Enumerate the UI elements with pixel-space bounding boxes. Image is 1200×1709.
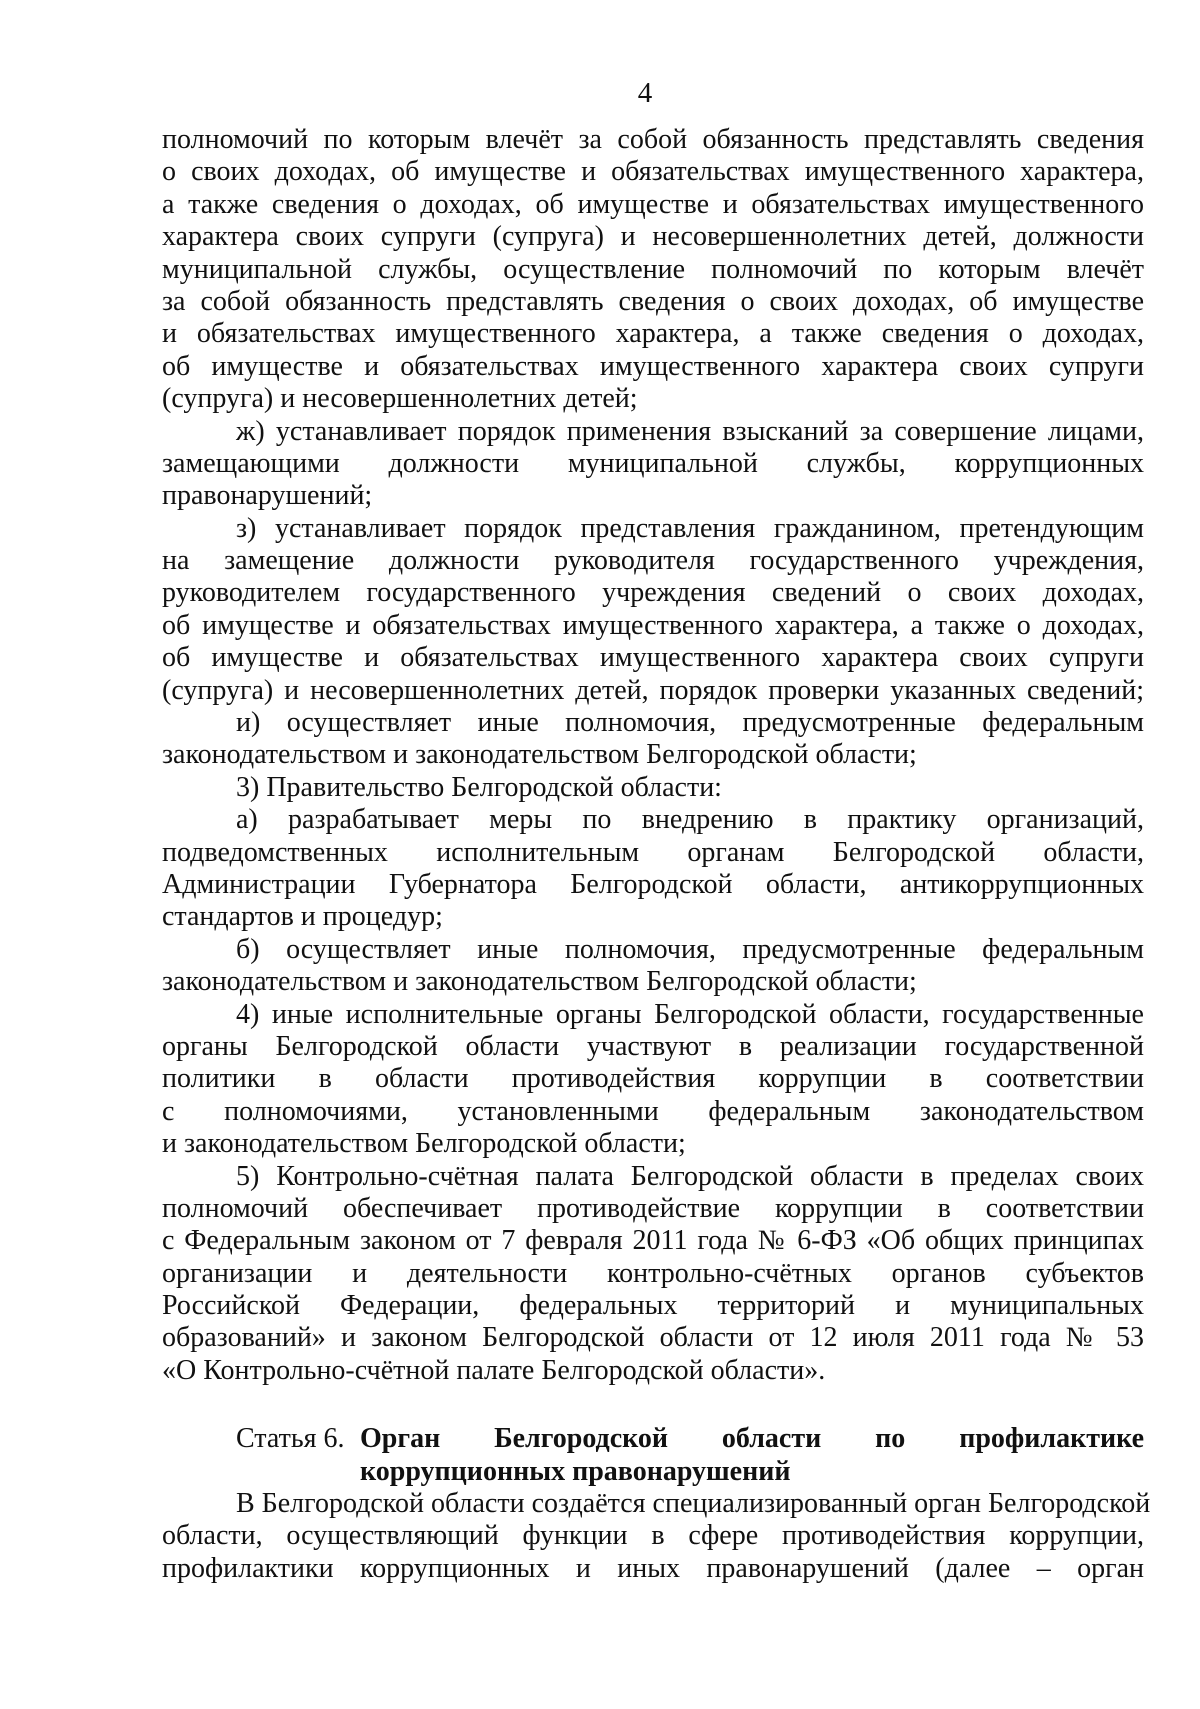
text-line: стандартов и процедур;: [162, 901, 443, 933]
text-line: полномочий по которым влечёт за собой обязанность представлять сведения: [162, 124, 1144, 155]
article-title-line: Орган Белгородской области по профилактике: [360, 1423, 1144, 1455]
text-line: замещающими должности муниципальной службы, коррупционных: [162, 447, 1144, 479]
text-line: муниципальной службы, осуществление полномочий по которым влечёт: [162, 253, 1144, 285]
text-line: 3) Правительство Белгородской области:: [236, 771, 722, 803]
text-line: за собой обязанность представлять сведения о своих доходах, об имуществе: [162, 285, 1144, 317]
text-line: органы Белгородской области участвуют в реализации государственной: [162, 1030, 1144, 1062]
article-number: Статья 6.: [236, 1423, 345, 1455]
article-title-line: коррупционных правонарушений: [360, 1455, 791, 1487]
text-line: 5) Контрольно-счётная палата Белгородской области в пределах своих: [236, 1160, 1144, 1192]
text-line: об имуществе и обязательствах имущественного характера, а также о доходах,: [162, 609, 1144, 641]
text-line: об имуществе и обязательствах имущественного характера своих супруги: [162, 350, 1144, 382]
page-number: 4: [637, 77, 653, 109]
text-line: с Федеральным законом от 7 февраля 2011 года № 6-ФЗ «Об общих принципах: [162, 1225, 1144, 1257]
text-line: об имуществе и обязательствах имущественного характера своих супруги: [162, 642, 1144, 674]
text-line: 4) иные исполнительные органы Белгородской области, государственные: [236, 998, 1144, 1030]
text-line: Администрации Губернатора Белгородской области, антикоррупционных: [162, 868, 1144, 900]
text-line: а) разрабатывает меры по внедрению в практику организаций,: [236, 804, 1144, 836]
text-line: образований» и законом Белгородской области от 12 июля 2011 года № 53: [162, 1322, 1144, 1354]
text-line: политики в области противодействия коррупции в соответствии: [162, 1063, 1144, 1095]
document-body: [162, 124, 1151, 1585]
text-line: законодательством и законодательством Белгородской области;: [162, 966, 917, 998]
text-line: подведомственных исполнительным органам Белгородской области,: [162, 836, 1144, 868]
text-line: области, осуществляющий функции в сфере противодействия коррупции,: [162, 1520, 1144, 1552]
text-line: правонарушений;: [162, 480, 373, 512]
text-line: а также сведения о доходах, об имуществе и обязательствах имущественного: [162, 188, 1144, 220]
text-line: В Белгородской области создаётся специализированный орган Белгородской: [236, 1488, 1151, 1520]
section-gap: [162, 1387, 1144, 1423]
text-line: полномочий обеспечивает противодействие коррупции в соответствии: [162, 1192, 1144, 1224]
text-line: «О Контрольно-счётной палате Белгородской области».: [162, 1354, 826, 1386]
text-line: и) осуществляет иные полномочия, предусмотренные федеральным: [236, 707, 1144, 739]
text-line: организации и деятельности контрольно-счётных органов субъектов: [162, 1257, 1144, 1289]
text-line: и обязательствах имущественного характера, а также сведения о доходах,: [162, 318, 1144, 350]
text-line: (супруга) и несовершеннолетних детей, порядок проверки указанных сведений;: [162, 674, 1144, 706]
article-heading: [162, 1423, 1144, 1488]
article-title: [360, 1423, 1144, 1488]
text-line: з) устанавливает порядок представления гражданином, претендующим: [236, 512, 1144, 544]
text-line: Российской Федерации, федеральных территорий и муниципальных: [162, 1290, 1144, 1322]
text-line: и законодательством Белгородской области;: [162, 1128, 686, 1160]
text-line: (супруга) и несовершеннолетних детей;: [162, 383, 638, 415]
text-line: ж) устанавливает порядок применения взысканий за совершение лицами,: [236, 415, 1144, 447]
text-line: о своих доходах, об имуществе и обязательствах имущественного характера,: [162, 156, 1144, 188]
main-text: [162, 124, 1144, 1387]
text-line: профилактики коррупционных и иных правонарушений (далее – орган: [162, 1552, 1144, 1584]
text-line: руководителем государственного учреждения сведений о своих доходах,: [162, 577, 1144, 609]
text-line: законодательством и законодательством Белгородской области;: [162, 739, 917, 771]
text-line: характера своих супруги (супруга) и несовершеннолетних детей, должности: [162, 221, 1144, 253]
text-line: б) осуществляет иные полномочия, предусмотренные федеральным: [236, 933, 1144, 965]
article-text: [162, 1488, 1151, 1585]
text-line: с полномочиями, установленными федеральным законодательством: [162, 1095, 1144, 1127]
text-line: на замещение должности руководителя государственного учреждения,: [162, 545, 1144, 577]
